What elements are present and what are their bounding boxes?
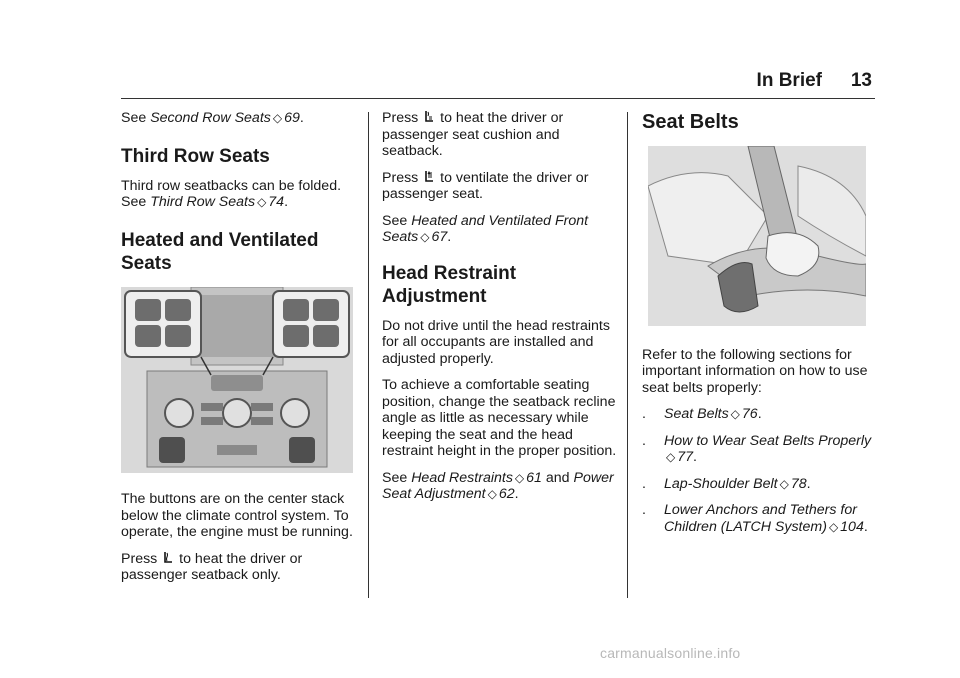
heading-third-row-seats: Third Row Seats: [121, 145, 270, 167]
heading-heated-ventilated-seats: Heated and Ventilated Seats: [121, 229, 319, 274]
page-ref-arrow-icon: ◇: [514, 470, 525, 485]
page-ref-arrow-icon: ◇: [272, 111, 283, 125]
page-ref-arrow-icon: ◇: [257, 195, 267, 209]
page-ref-arrow-icon: ◇: [487, 487, 497, 501]
xref-lap-shoulder-belt[interactable]: Lap-Shoulder Belt: [664, 475, 778, 492]
xref-second-row-seats[interactable]: Second Row Seats: [150, 110, 271, 126]
xref-how-to-wear[interactable]: How to Wear Seat Belts Properly: [664, 432, 872, 449]
heat-seatback-text: Press to heat the driver or passenger seatback only.: [121, 550, 303, 583]
seat-belt-references: [642, 406, 878, 535]
heat-cushion-text: Press to heat the driver or passenger seat cushion and seatback.: [382, 110, 564, 159]
watermark: carmanualsonline.info: [600, 645, 741, 661]
xref-third-row-seats[interactable]: Third Row Seats: [150, 194, 256, 210]
page-ref-arrow-icon: ◇: [420, 230, 430, 244]
column-divider-2: [627, 112, 628, 598]
xref-seat-belts[interactable]: Seat Belts: [664, 406, 729, 422]
heated-seatback-icon: [163, 551, 173, 565]
seat-belt-image: [648, 146, 866, 326]
page-ref-arrow-icon: ◇: [730, 407, 740, 421]
head-restraint-position: To achieve a comfortable seating position, change the seatback recline angle as little as necessary while keeping the seat and the head restraint height in the proper position.: [382, 377, 617, 459]
ventilated-seat-icon: [424, 170, 434, 184]
column-1: [121, 110, 356, 594]
center-stack-image: [121, 287, 353, 473]
see-second-row: See Second Row Seats ◇ 69.: [121, 110, 304, 126]
see-heated-ventilated: See Heated and Ventilated Front Seats ◇ 67.: [382, 212, 589, 245]
page-ref-arrow-icon: ◇: [666, 450, 676, 464]
ventilate-text: Press to ventilate the driver or passenger seat.: [382, 169, 589, 202]
list-item: . How to Wear Seat Belts Properly ◇ 77.: [642, 432, 872, 465]
third-row-text: Third row seatbacks can be folded. See Third Row Seats ◇ 74.: [121, 177, 342, 210]
column-3: [642, 110, 878, 545]
xref-latch-system[interactable]: Lower Anchors and Tethers for Children (LATCH System): [664, 502, 857, 535]
refer-sections-text: Refer to the following sections for important information on how to use seat belts properly:: [642, 346, 868, 396]
xref-power-seat-adjustment[interactable]: Power Seat Adjustment: [382, 469, 614, 502]
heated-cushion-icon: [424, 110, 434, 124]
buttons-location-text: The buttons are on the center stack below the climate control system. To operate, the engine must be running.: [121, 491, 353, 540]
column-divider-1: [368, 112, 369, 598]
section-title: In Brief: [756, 70, 822, 91]
see-head-restraints: See Head Restraints ◇ 61 and Power Seat Adjustment ◇ 62.: [382, 469, 614, 502]
heading-head-restraint: Head Restraint Adjustment: [382, 262, 517, 307]
list-item: . Lap-Shoulder Belt ◇ 78.: [642, 475, 811, 492]
heading-seat-belts: Seat Belts: [642, 111, 739, 133]
header-rule: [121, 98, 875, 99]
page-ref-arrow-icon: ◇: [828, 519, 839, 534]
page-header: [0, 70, 880, 98]
seat-belt-illustration: [648, 146, 878, 331]
page-number: 13: [850, 70, 872, 91]
list-item: . Seat Belts ◇ 76.: [642, 406, 762, 422]
head-restraint-warning: Do not drive until the head restraints for all occupants are installed and adjusted properly.: [382, 317, 610, 367]
xref-head-restraints[interactable]: Head Restraints: [411, 469, 513, 486]
center-stack-illustration: [121, 287, 356, 478]
xref-heated-ventilated-front-seats[interactable]: Heated and Ventilated Front Seats: [382, 212, 589, 245]
column-2: [382, 110, 618, 513]
page-ref-arrow-icon: ◇: [779, 476, 789, 491]
list-item: . Lower Anchors and Tethers for Children (LATCH System) ◇ 104.: [642, 502, 868, 535]
